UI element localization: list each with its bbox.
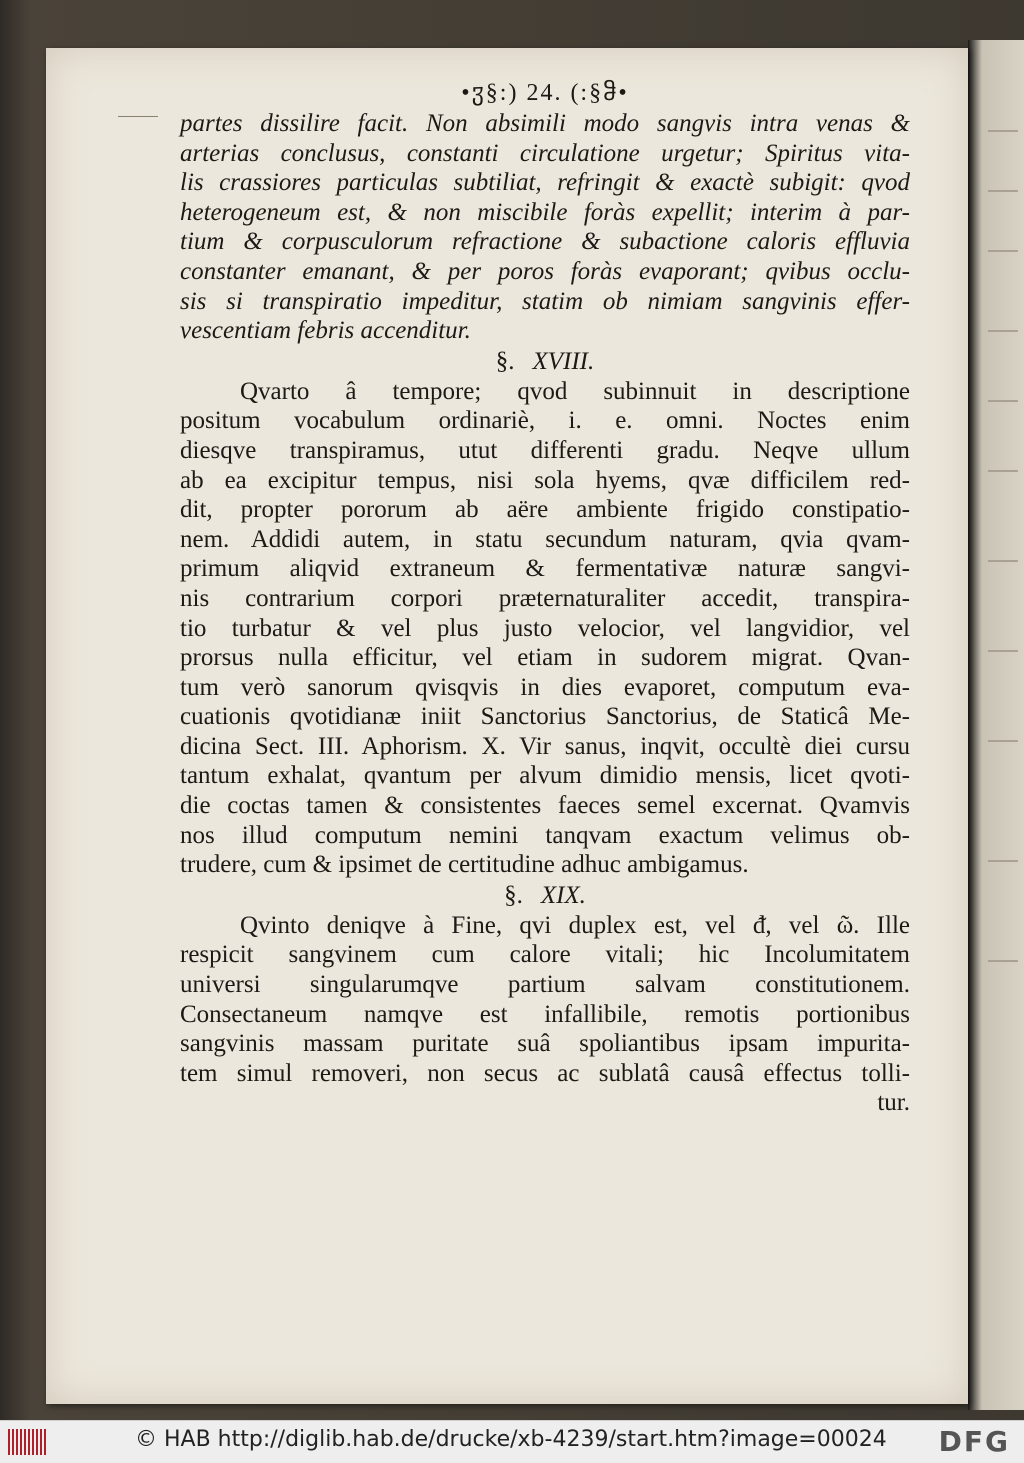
text-line: nem. Addidi autem, in statu secundum naturam, qvia qvam- — [180, 525, 910, 553]
hab-logo-icon — [8, 1429, 48, 1455]
text-line: lis crassiores particulas subtiliat, refringit & exactè subigit: qvod — [180, 169, 910, 197]
text-line: sangvinis massam puritate suâ spoliantibus ipsam impurita- — [180, 1030, 910, 1058]
text-line: diesqve transpiramus, utut differenti gradu. Neqve ullum — [180, 436, 910, 464]
text-line: die coctas tamen & consistentes faeces semel excernat. Qvamvis — [180, 792, 910, 820]
text-line: respicit sangvinem cum calore vitali; hic Incolumitatem — [180, 941, 910, 969]
copyright-link[interactable]: © HAB http://diglib.hab.de/drucke/xb-4239/start.htm?image=00024 — [135, 1427, 887, 1452]
text-line: positum vocabulum ordinariè, i. e. omni. Noctes enim — [180, 407, 910, 435]
text-line: nos illud computum nemini tanqvam exactum velimus ob- — [180, 821, 910, 849]
paragraph-continuation — [180, 109, 910, 346]
text-line: trudere, cum & ipsimet de certitudine adhuc ambigamus. — [180, 851, 749, 879]
text-line: universi singularumqve partium salvam constitutionem. — [180, 971, 910, 999]
text-line: Qvarto â tempore; qvod subinnuit in descriptione — [240, 377, 910, 405]
text-line: primum aliqvid extraneum & fermentativæ naturæ sangvi- — [180, 555, 910, 583]
text-line: Qvinto deniqve à Fine, qvi duplex est, vel ᵭ, vel ῶ. Ille — [240, 911, 910, 939]
adjacent-page-edge — [968, 40, 1024, 1410]
text-line: tem simul removeri, non secus ac sublatâ causâ effectus tolli- — [180, 1059, 910, 1087]
text-line: heterogeneum est, & non miscibile foràs expellit; interim à par- — [180, 198, 910, 226]
text-line: tium & corpusculorum refractione & subactione caloris effluvia — [180, 228, 910, 256]
text-line: tio turbatur & vel plus justo velocior, vel langvidior, vel — [180, 614, 910, 642]
viewer-footer — [0, 1420, 1024, 1463]
text-line: partes dissilire facit. Non absimili modo sangvis intra venas & — [180, 110, 910, 137]
section-heading-xviii: §. XVIII. — [495, 347, 595, 375]
paragraph-xviii — [180, 377, 910, 880]
text-line: cuationis qvotidianæ iniit Sanctorius Sanctorius, de Staticâ Me- — [180, 703, 910, 731]
paragraph-xix — [180, 911, 910, 1118]
text-line: prorsus nulla efficitur, vel etiam in sudorem migrat. Qvan- — [180, 644, 910, 672]
text-line: dit, propter pororum ab aëre ambiente frigido constipatio- — [180, 496, 910, 524]
text-line: sis si transpiratio impeditur, statim ob nimiam sangvinis effer- — [180, 287, 910, 315]
dfg-logo: DFG — [938, 1425, 1010, 1458]
page-text — [180, 78, 910, 1118]
page-number-header: •ჳ§:) 24. (:§ჵ• — [461, 80, 629, 106]
text-line: Consectaneum namqve est infallibile, remotis portionibus — [180, 1000, 910, 1028]
text-line: nis contrarium corpori præternaturaliter accedit, transpira- — [180, 584, 910, 612]
text-line: tantum exhalat, qvantum per alvum dimidio mensis, licet qvoti- — [180, 762, 910, 790]
section-heading-xix: §. XIX. — [504, 881, 586, 909]
text-line: constanter emanant, & per poros foràs evaporant; qvibus occlu- — [180, 257, 910, 285]
text-line: vescentiam febris accenditur. — [180, 317, 471, 345]
text-line: ab ea excipitur tempus, nisi sola hyems, qvæ difficilem red- — [180, 466, 910, 494]
text-line: tum verò sanorum qvisqvis in dies evaporet, computum eva- — [180, 673, 910, 701]
text-line: dicina Sect. III. Aphorism. X. Vir sanus, inqvit, occultè diei cursu — [180, 732, 910, 760]
text-line: arterias conclusus, constanti circulatione urgetur; Spiritus vita- — [180, 139, 910, 167]
text-line: tur. — [877, 1089, 910, 1117]
margin-mark — [118, 110, 158, 117]
